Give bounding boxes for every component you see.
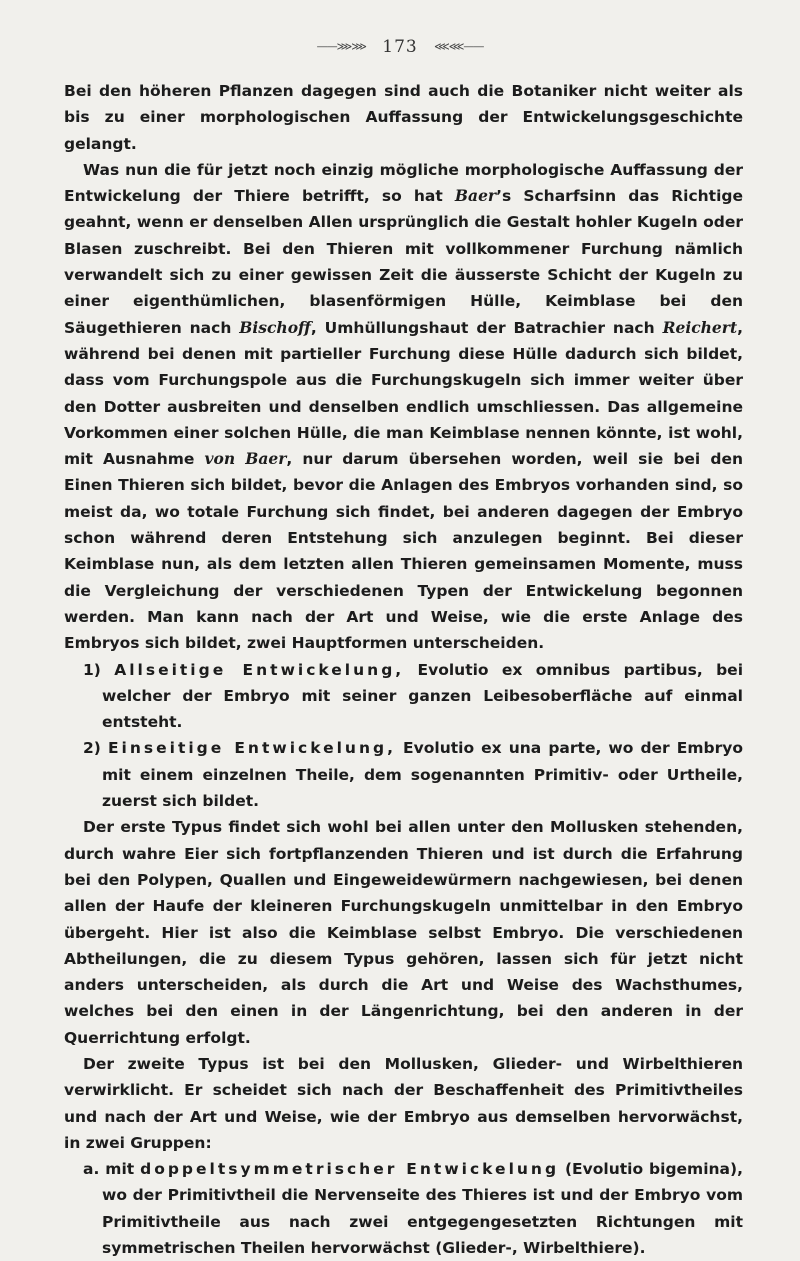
page-body <box>64 78 743 1261</box>
paragraph-2: Was nun die für jetzt noch einzig mögliche morphologische Auffassung der Entwickelung der Thiere betrifft, so hat Baer’s Scharfsinn das Richtige geahnt, wenn er denselben Allen ursprünglich die Gestalt hohler Kugeln oder Blasen zuschreibt. Bei den Thieren mit vollkommener Furchung nämlich verwandelt sich zu einer gewissen Zeit die äusserste Schicht der Kugeln zu einer eigenthümlichen, blasenförmigen Hülle, Keimblase bei den Säugethieren nach Bischoff, Umhüllungshaut der Batrachier nach Reichert, während bei denen mit partieller Furchung diese Hülle dadurch sich bildet, dass vom Furchungspole aus die Furchungskugeln sich immer weiter über den Dotter ausbreiten und denselben endlich umschliessen. Das allgemeine Vorkommen einer solchen Hülle, die man Keimblase nennen könnte, ist wohl, mit Ausnahme von Baer, nur darum übersehen worden, weil sie bei den Einen Thieren sich bildet, bevor die Anlagen des Embryos vorhanden sind, so meist da, wo totale Furchung sich findet, bei anderen dagegen der Embryo schon während deren Entstehung sich anzulegen beginnt. Bei dieser Keimblase nun, als dem letzten allen Thieren gemeinsamen Momente, muss die Vergleichung der verschiedenen Typen der Entwickelung begonnen werden. Man kann nach der Art und Weise, wie die erste Anlage des Embryos sich bildet, zwei Hauptformen unterscheiden. <box>64 160 743 653</box>
page-number: 173 <box>382 36 418 57</box>
author-von-baer: von Baer <box>204 449 287 469</box>
right-ornament-icon: ⋘⋘—— <box>434 40 484 53</box>
paragraph-3: Der erste Typus findet sich wohl bei allen unter den Mollusken stehenden, durch wahre Eier sich fortpflanzenden Thieren und ist durch die Erfahrung bei den Polypen, Quallen und Eingeweidewürmern nachgewiesen, bei denen allen der Haufe der kleineren Furchungskugeln unmittelbar in den Embryo übergeht. Hier ist also die Keimblase selbst Embryo. Die verschiedenen Abtheilungen, die zu diesem Typus gehören, lassen sich für jetzt nicht anders unterscheiden, als durch die Art und Weise des Wachsthumes, welches bei den einen in der Längenrichtung, bei den anderen in der Querrichtung erfolgt. <box>64 818 743 1047</box>
author-bischoff: Bischoff <box>239 317 311 337</box>
list-item-2: 2) Einseitige Entwickelung, Evolutio ex una parte, wo der Embryo mit einem einzelnen Theile, dem sogenannten Primitiv- oder Urtheile, zuerst sich bildet. <box>83 739 743 811</box>
paragraph-4: Der zweite Typus ist bei den Mollusken, Glieder- und Wirbelthieren verwirklicht. Er scheidet sich nach der Beschaffenheit des Primitivtheiles und nach der Art und Weise, wie der Embryo aus demselben hervorwächst, in zwei Gruppen: <box>64 1054 743 1152</box>
list-item-1: 1) Allseitige Entwickelung, Evolutio ex omnibus partibus, bei welcher der Embryo mit seiner ganzen Leibesoberfläche auf einmal entsteht. <box>83 660 744 732</box>
term-einseitige: Einseitige Entwickelung, <box>107 739 396 758</box>
list-item-a: a. mit doppeltsymmetrischer Entwickelung (Evolutio bigemina), wo der Primitivtheil die Nervenseite des Thieres ist und der Embryo vom Primitivtheile aus nach zwei entgegengesetzten Richtungen mit symmetrischen Theilen hervorwächst (Glieder-, Wirbelthiere). <box>83 1160 743 1258</box>
term-allseitige: Allseitige Entwickelung, <box>114 660 405 679</box>
author-reichert: Reichert <box>662 317 738 337</box>
left-ornament-icon: ——⋙⋙ <box>316 40 366 53</box>
term-doppeltsymmetrisch: doppeltsymmetrischer Entwickelung <box>140 1160 560 1179</box>
running-header <box>0 36 800 57</box>
paragraph-1: Bei den höheren Pflanzen dagegen sind auch die Botaniker nicht weiter als bis zu einer morphologischen Auffassung der Entwickelungsgeschichte gelangt. <box>64 82 743 153</box>
author-baer: Baer <box>454 186 497 206</box>
